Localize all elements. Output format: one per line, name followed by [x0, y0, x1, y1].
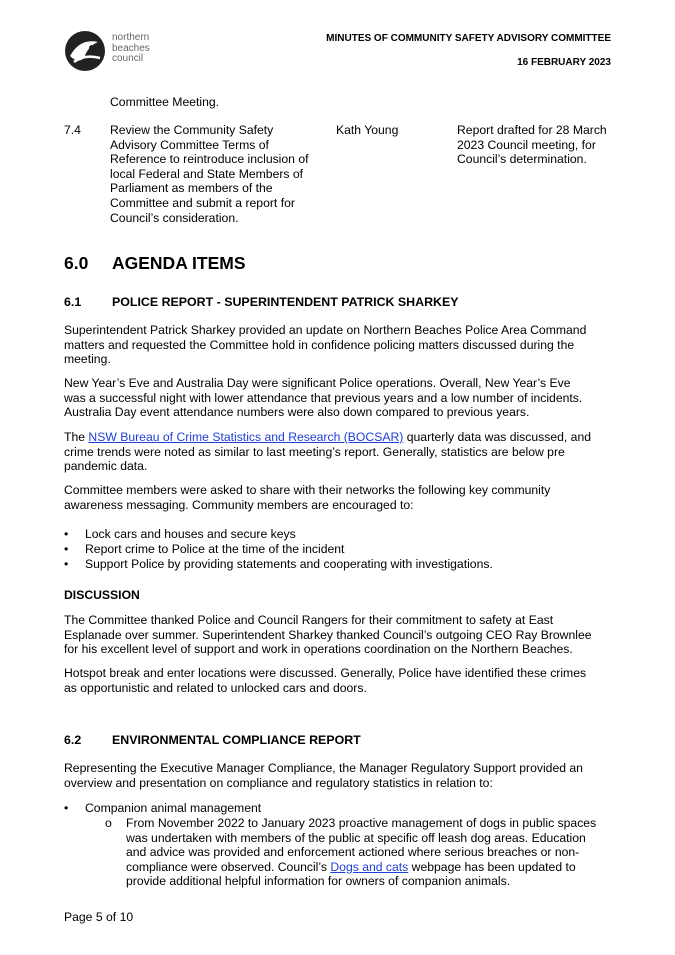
text-line: Committee members were asked to share with their networks the following key community — [64, 483, 551, 497]
list-item: Report crime to Police at the time of the incident — [85, 542, 345, 556]
status-line: 2023 Council meeting, for — [457, 137, 596, 152]
compliance-paragraph-1 — [64, 761, 612, 790]
bocsar-link[interactable]: NSW Bureau of Crime Statistics and Research (BOCSAR) — [88, 430, 404, 444]
text-line: matters and requested the Committee hold in confidence policing matters discussed during the — [64, 337, 575, 352]
discussion-paragraph-2 — [64, 666, 612, 695]
bullet-icon: • — [64, 527, 69, 541]
action-line: Committee and submit a report for — [110, 195, 295, 210]
action-line: Parliament as members of the — [110, 181, 273, 196]
police-paragraph-4 — [64, 483, 612, 512]
text-span: webpage has been updated to — [408, 859, 576, 874]
logo-line-3: council — [112, 53, 144, 64]
text-line: crime trends were noted as similar to last meeting’s report. Generally, statistics are below pre — [64, 444, 565, 459]
action-description — [110, 123, 325, 225]
text-line: Superintendent Patrick Sharkey provided an update on Northern Beaches Police Area Command — [64, 323, 587, 337]
text-line: provide additional helpful information for owners of companion animals. — [126, 874, 511, 889]
document-title: MINUTES OF COMMUNITY SAFETY ADVISORY COMMITTEE — [326, 33, 611, 44]
police-paragraph-2 — [64, 376, 612, 420]
text-span: compliance were observed. Council’s — [126, 859, 331, 874]
text-line: The Committee thanked Police and Council Rangers for their commitment to safety at East — [64, 613, 554, 627]
logo-line-2: beaches — [112, 42, 150, 54]
text-line: Hotspot break and enter locations were discussed. Generally, Police have identified these crimes — [64, 666, 587, 680]
action-line: local Federal and State Members of — [110, 166, 304, 181]
list-item: Lock cars and houses and secure keys — [85, 527, 296, 541]
action-line: Reference to reintroduce inclusion of — [110, 152, 309, 167]
status-line: Council’s determination. — [457, 152, 587, 167]
document-date: 16 FEBRUARY 2023 — [517, 57, 611, 68]
text-span: The — [64, 430, 89, 444]
logo-emblem-icon — [62, 28, 108, 74]
text-line: as opportunistic and related to unlocked cars and doors. — [64, 680, 367, 695]
bullet-icon: • — [64, 801, 69, 815]
text-line: was a successful night with lower attendance that previous years and a low number of incidents. — [64, 390, 583, 405]
text-line: Australia Day event attendance numbers were also down compared to previous years. — [64, 405, 530, 420]
logo-wordmark — [112, 33, 150, 65]
section-title: AGENDA ITEMS — [112, 253, 246, 273]
item-title: POLICE REPORT - SUPERINTENDENT PATRICK SHARKEY — [112, 295, 459, 309]
page-number: Page 5 of 10 — [64, 910, 134, 924]
text-line: was undertaken with members of the public at specific off leash dog areas. Education — [126, 830, 586, 845]
text-line: From November 2022 to January 2023 proactive management of dogs in public spaces — [126, 816, 597, 830]
text-line: Representing the Executive Manager Compliance, the Manager Regulatory Support provided an — [64, 761, 583, 775]
carry-over-text: Committee Meeting. — [110, 95, 220, 109]
action-line: Council’s consideration. — [110, 210, 239, 225]
action-number: 7.4 — [64, 123, 81, 137]
action-responsible: Kath Young — [336, 123, 399, 137]
text-line — [126, 860, 612, 875]
bullet-icon: • — [64, 542, 69, 556]
item-number: 6.1 — [64, 295, 82, 309]
discussion-paragraph-1 — [64, 613, 612, 657]
section-number: 6.0 — [64, 253, 89, 273]
text-line: Esplanade over summer. Superintendent Sharkey thanked Council’s outgoing CEO Ray Brownlee — [64, 627, 592, 642]
text-line: meeting. — [64, 352, 111, 367]
text-line: for his excellent level of support and work in operations coordination on the Northern Beaches. — [64, 642, 573, 657]
text-line: awareness messaging. Community members are encouraged to: — [64, 497, 414, 512]
dogs-and-cats-link[interactable]: Dogs and cats — [330, 859, 409, 874]
item-title: ENVIRONMENTAL COMPLIANCE REPORT — [112, 733, 361, 747]
text-span: quarterly data was discussed, and — [403, 430, 592, 444]
status-line: Report drafted for 28 March — [457, 123, 607, 137]
action-status — [457, 123, 617, 167]
action-line: Review the Community Safety — [110, 123, 274, 137]
sub-bullet-icon: o — [105, 816, 112, 830]
sub-list-item — [126, 816, 612, 889]
text-line: and advice was provided and enforcement actioned where serious breaches or non- — [126, 845, 580, 860]
text-line: pandemic data. — [64, 459, 148, 474]
item-number: 6.2 — [64, 733, 82, 747]
discussion-heading: DISCUSSION — [64, 588, 140, 602]
logo-line-1: northern — [112, 32, 150, 43]
list-item: Support Police by providing statements and cooperating with investigations. — [85, 557, 493, 571]
text-line: New Year’s Eve and Australia Day were significant Police operations. Overall, New Year’s Eve — [64, 376, 571, 390]
action-line: Advisory Committee Terms of — [110, 137, 269, 152]
text-line — [64, 430, 612, 445]
police-paragraph-3 — [64, 430, 612, 474]
police-paragraph-1 — [64, 323, 612, 367]
bullet-icon: • — [64, 557, 69, 571]
text-line: overview and presentation on compliance and regulatory statistics in relation to: — [64, 775, 493, 790]
list-item: Companion animal management — [85, 801, 262, 815]
